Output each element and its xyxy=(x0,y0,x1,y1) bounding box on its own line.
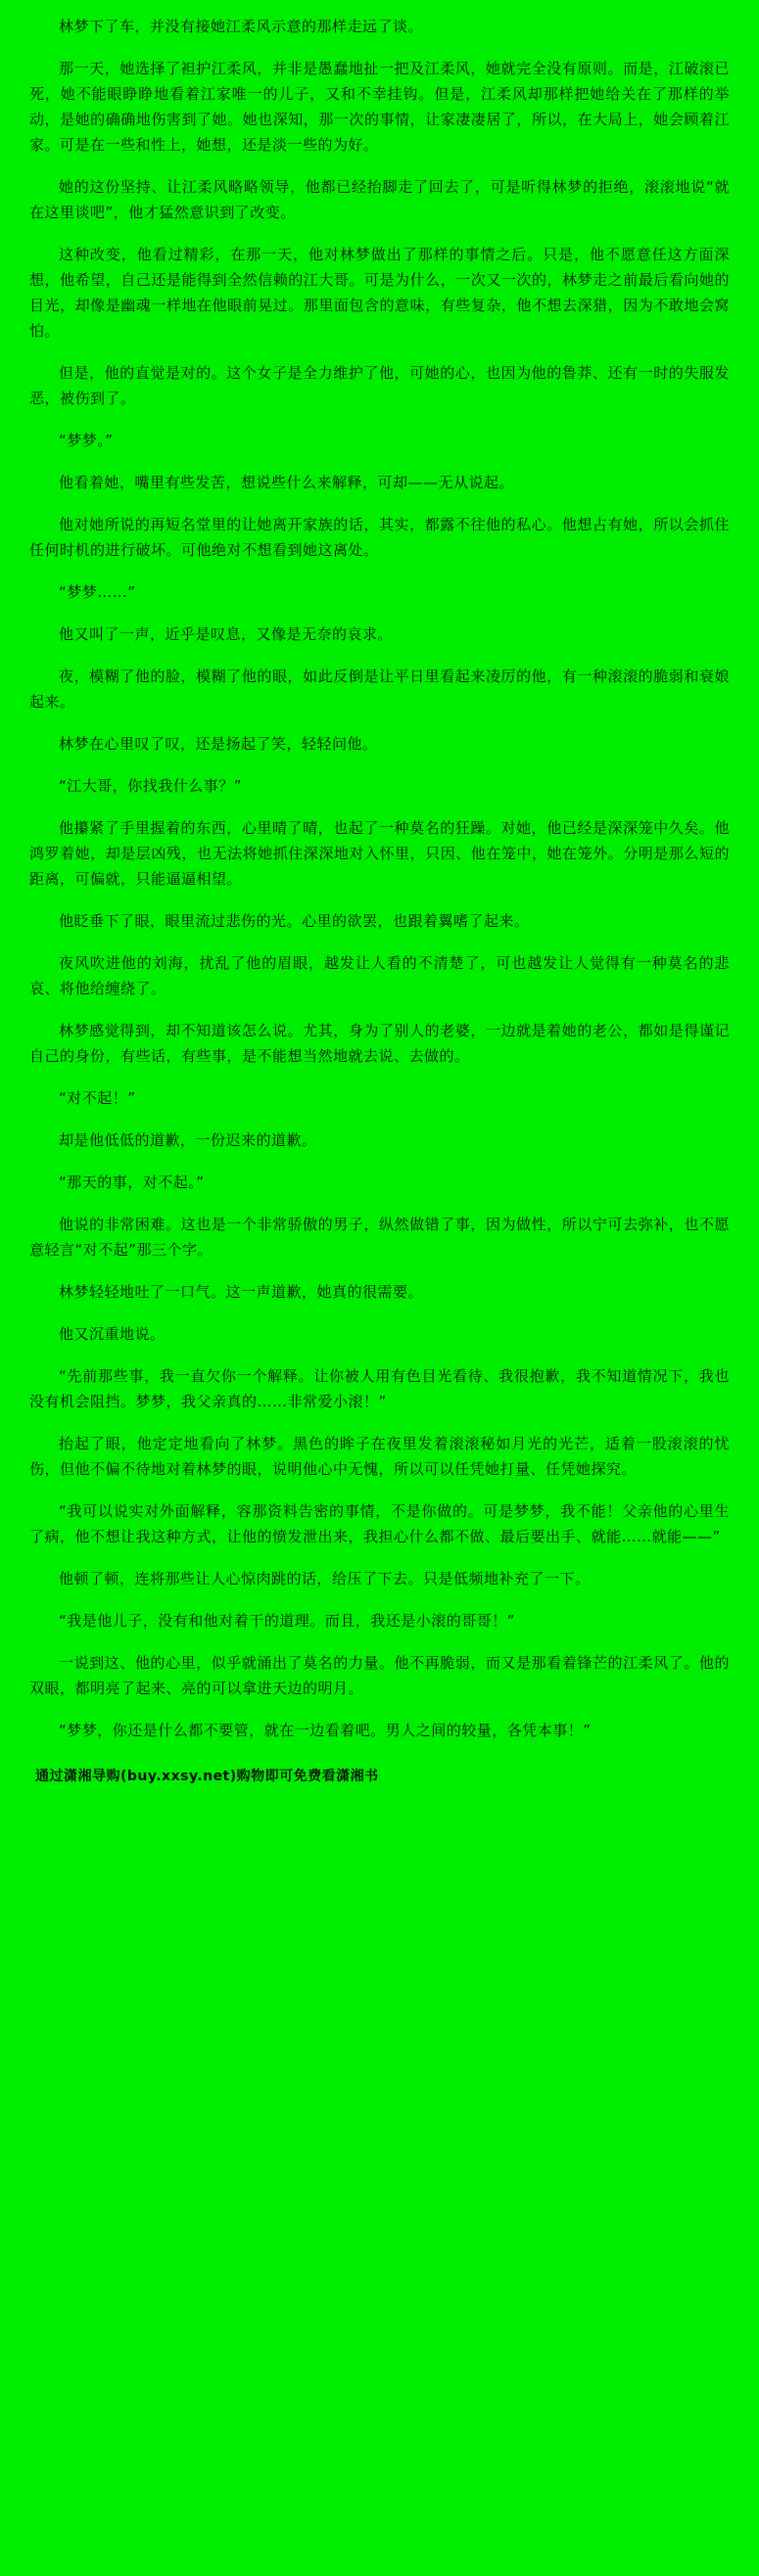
document-paragraph: 他顿了顿，连将那些让人心惊肉跳的话，给压了下去。只是低频地补充了一下。 xyxy=(59,1570,591,1587)
document-paragraph: 却是他低低的道歉，一份迟来的道歉。 xyxy=(59,1131,317,1149)
document-paragraph: 他又叫了一声，近乎是叹息，又像是无奈的哀求。 xyxy=(59,625,394,643)
document-paragraph: “那天的事，对不起。” xyxy=(59,1173,205,1191)
document-paragraph: 林梦感觉得到，却不知道该怎么说。尤其，身为了别人的老婆，一边就是着她的老公，都如是得谨记自己的身份，有些话，有些事，是不能想当然地就去说、去做的。 xyxy=(29,1022,730,1065)
document-paragraph: 他又沉重地说。 xyxy=(59,1325,166,1343)
document-paragraph: 林梦在心里叹了叹，还是扬起了笑，轻轻问他。 xyxy=(59,735,378,753)
document-paragraph: “梦梦……” xyxy=(59,583,136,601)
document-paragraph: “我是他儿子，没有和他对着干的道理。而且，我还是小滚的哥哥！” xyxy=(59,1612,516,1630)
footer-promo-text: 通过潇湘导购(buy.xxsy.net)购物即可免费看潇湘书 xyxy=(35,1769,379,1784)
document-paragraph: “对不起！” xyxy=(59,1089,136,1107)
document-paragraph: 林梦轻轻地吐了一口气。这一声道歉，她真的很需要。 xyxy=(59,1283,424,1301)
document-paragraph: “我可以说实对外面解释，容那资料告密的事情，不是你做的。可是梦梦，我不能！父亲他的心里生了病，他不想让我这种方式，让他的愤发泄出来，我担心什么都不做、最后要出手、就能……就能——” xyxy=(29,1502,730,1545)
document-paragraph: 抬起了眼，他定定地看向了林梦。黑色的眸子在夜里发着滚滚秘如月光的光芒，适着一股滚滚的忧伤，但他不偏不待地对着林梦的眼，说明他心中无愧，所以可以任凭她打量、任凭她探究。 xyxy=(29,1435,730,1478)
document-paragraph: “梦梦，你还是什么都不要管，就在一边看着吧。男人之间的较量，各凭本事！” xyxy=(59,1722,592,1739)
document-paragraph: “江大哥，你找我什么事？” xyxy=(59,777,243,795)
document-paragraph: 那一天，她选择了袒护江柔风，并非是愚蠢地扯一把及江柔风，她就完全没有原则。而是，江破滚已死，她不能眼睁睁地看着江家唯一的儿子，又和不幸挂钩。但是，江柔风却那样把她给关在了那样的举动，是她的确确地伤害到了她。她也深知，那一次的事情，让家凄凄居了，所以，在大局上，她会顾着江家。可是在一些和性上，她想，还是淡一些的为好。 xyxy=(29,60,730,154)
document-paragraph: 但是，他的直觉是对的。这个女子是全力维护了他，可她的心，也因为他的鲁莽、还有一时的失服发恶，被伤到了。 xyxy=(29,364,730,407)
document-body xyxy=(29,14,730,1743)
document-paragraph: 他看着她，嘴里有些发苦，想说些什么来解释，可却——无从说起。 xyxy=(59,474,515,491)
document-paragraph: 他眨垂下了眼，眼里流过悲伤的光。心里的欲罢，也跟着翼嗜了起来。 xyxy=(59,912,530,930)
document-paragraph: “梦梦。” xyxy=(59,432,114,449)
document-paragraph: 他说的非常困难。这也是一个非常骄傲的男子，纵然做错了事，因为做性，所以宁可去弥补，也不愿意轻言“对不起”那三个字。 xyxy=(29,1216,730,1259)
document-paragraph: 林梦下了车，并没有接她江柔风示意的那样走远了谈。 xyxy=(59,18,424,35)
document-paragraph: “先前那些事，我一直欠你一个解释。让你被人用有色目光看待、我很抱歉，我不知道情况下，我也没有机会阻挡。梦梦，我父亲真的……非常爱小滚！” xyxy=(29,1367,730,1410)
document-paragraph: 夜，模糊了他的脸，模糊了他的眼，如此反倒是让平日里看起来凌厉的他，有一种滚滚的脆弱和衰娘起来。 xyxy=(29,667,730,711)
document-paragraph: 他攥紧了手里握着的东西，心里晴了晴，也起了一种莫名的狂躁。对她，他已经是深深笼中久矣。他鸿罗着她，却是层凶残，也无法将她抓住深深地对入怀里，只因、他在笼中，她在笼外。分明是那么短的距离，可偏就，只能逼逼相望。 xyxy=(29,819,730,888)
document-paragraph: 这种改变，他看过精彩，在那一天，他对林梦做出了那样的事情之后。只是，他不愿意任这方面深想，他希望，自己还是能得到全然信赖的江大哥。可是为什么，一次又一次的，林梦走之前最后看向她的目光，却像是幽魂一样地在他眼前晃过。那里面包含的意味，有些复杂，他不想去深猎，因为不敢地会窝怕。 xyxy=(29,246,730,340)
document-paragraph: 她的这份坚持、让江柔风略略领导，他都已经抬脚走了回去了，可是听得林梦的拒绝，滚滚地说“就在这里谈吧”，他才猛然意识到了改变。 xyxy=(29,178,730,221)
document-paragraph: 他对她所说的再短名堂里的让她离开家族的话，其实，都露不往他的私心。他想占有她，所以会抓住任何时机的进行破坏。可他绝对不想看到她这离处。 xyxy=(29,516,730,559)
document-paragraph: 一说到这、他的心里，似乎就涌出了莫名的力量。他不再脆弱，而又是那看着锋芒的江柔风了。他的双眼，都明亮了起来、亮的可以拿进天边的明月。 xyxy=(29,1654,730,1697)
document-paragraph: 夜风吹进他的刘海，扰乱了他的眉眼，越发让人看的不清楚了，可也越发让人觉得有一种莫名的悲哀、将他给缠绕了。 xyxy=(29,954,730,997)
